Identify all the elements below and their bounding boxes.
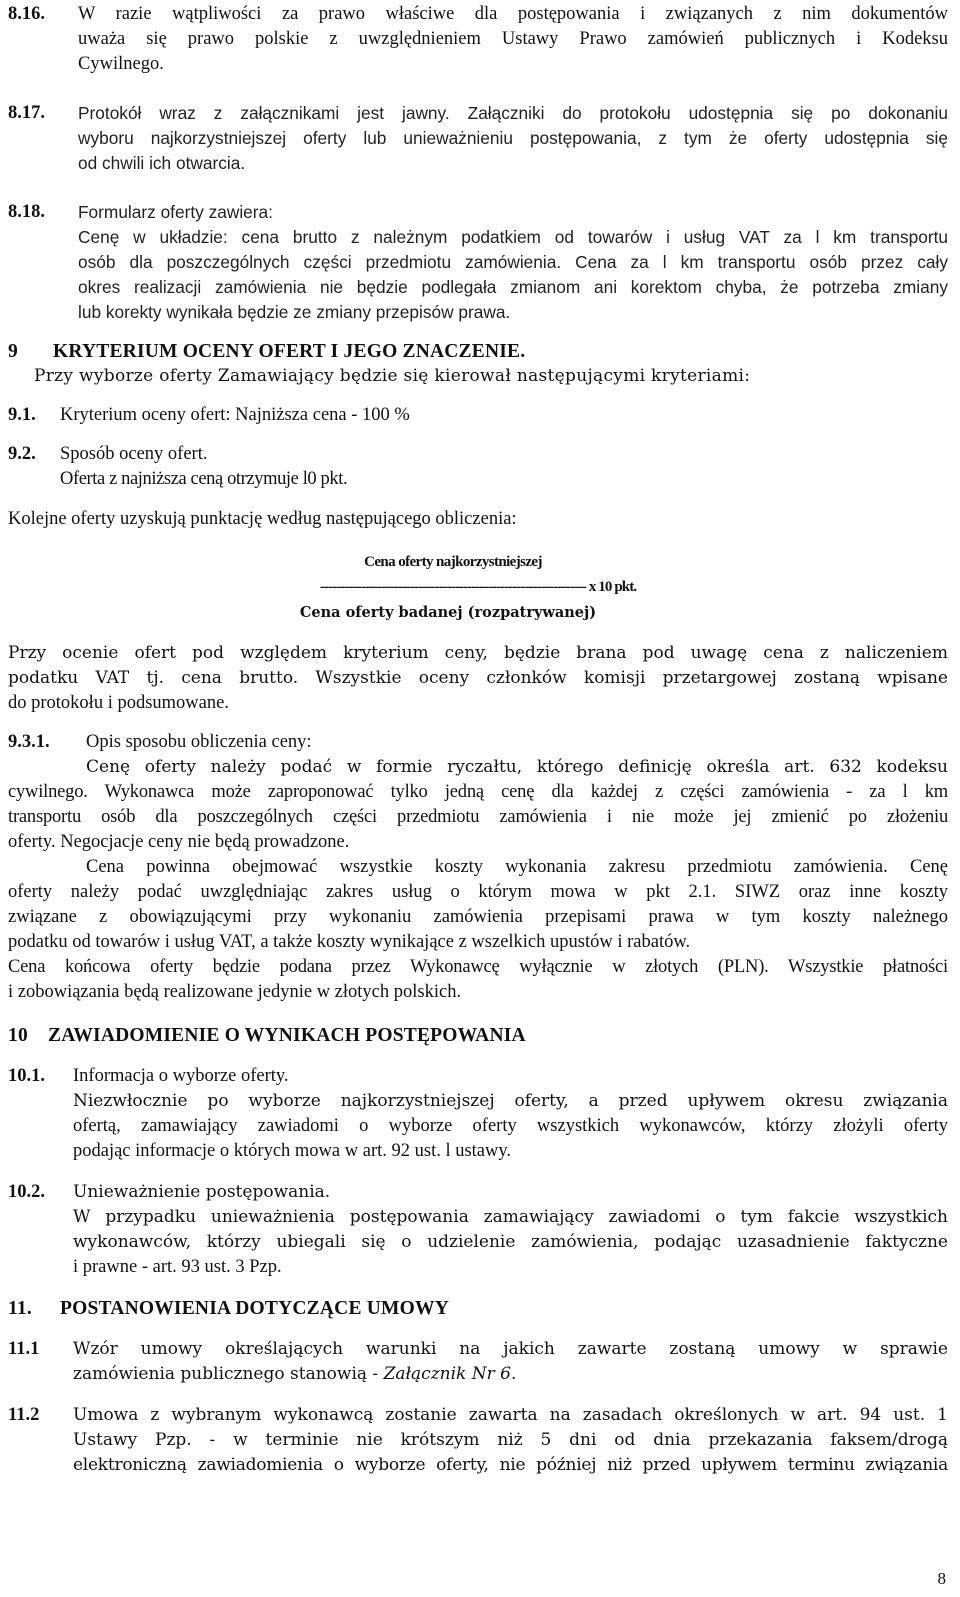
subsection-title: Informacja o wyborze oferty. (73, 1066, 289, 1086)
price-criterion-paragraph (8, 641, 948, 716)
formula-numerator: Cena oferty najkorzystniejszej (364, 554, 542, 570)
attachment-reference: Załącznik Nr 6. (383, 1364, 517, 1384)
section-title: KRYTERIUM OCENY OFERT I JEGO ZNACZENIE. (53, 341, 526, 362)
text-line: okres realizacji zamówienia nie będzie podlegała zmianom ani korektom chyba, że potrzeba zmiany (78, 277, 948, 297)
section-8-17 (8, 101, 948, 176)
text-line: związane z obowiązującymi przy wykonaniu zamówienia przepisami prawa w tym koszty należnego (8, 907, 948, 927)
section-number: 11.1 (8, 1339, 40, 1359)
text-line: Protokół wraz z załącznikami jest jawny. Załączniki do protokołu udostępnia się po dokonaniu (78, 103, 948, 123)
section-number: 11.2 (8, 1405, 40, 1425)
section-number: 10.1. (8, 1066, 45, 1086)
section-10-1 (8, 1064, 948, 1164)
text-line: lub korekty wynikała będzie ze zmiany przepisów prawa. (78, 302, 511, 322)
text-line: Wzór umowy określających warunki na jakich zawarte zostaną umowy w sprawie (73, 1339, 948, 1359)
section-9-1 (8, 403, 948, 428)
text-line: uważa się prawo polskie z uwzględnieniem Ustawy Prawo zamówień publicznych i Kodeksu (78, 29, 948, 49)
section-intro: Przy wyborze oferty Zamawiający będzie się kierował następującymi kryteriami: (34, 366, 751, 386)
score-formula (8, 550, 948, 625)
section-title: POSTANOWIENIA DOTYCZĄCE UMOWY (60, 1298, 449, 1319)
section-number: 8.17. (8, 103, 45, 123)
section-9-2 (8, 442, 948, 492)
document-page (8, 2, 948, 1478)
text-line: ofertą, zamawiający zawiadomi o wyborze oferty wszystkich wykonawców, którzy złożyli oferty (73, 1116, 948, 1136)
text-line: osób dla poszczególnych części przedmiotu zamówienia. Cena za l km transportu osób przez cały (78, 252, 948, 272)
subsection-title: Unieważnienie postępowania. (73, 1182, 331, 1202)
section-9-heading (8, 339, 948, 364)
text-line: wyboru najkorzystniejszej oferty lub unieważnieniu postępowania, z tym że oferty udostępnia się (78, 128, 948, 148)
text-line: Formularz oferty zawiera: (78, 202, 273, 222)
text-line: Oferta z najniższa ceną otrzymuje l0 pkt. (60, 469, 348, 489)
text-line: cywilnego. Wykonawca może zaproponować tylko jedną cenę dla każdej z części zamówienia - za l km (8, 782, 948, 802)
text-line: Cena końcowa oferty będzie podana przez Wykonawcę wyłącznie w złotych (PLN). Wszystkie płatności (8, 957, 948, 977)
text-line: Kolejne oferty uzyskują punktację według następującego obliczenia: (8, 509, 517, 529)
section-8-16 (8, 2, 948, 27)
text-line: Sposób oceny ofert. (60, 444, 208, 464)
text-line: Cena powinna obejmować wszystkie koszty wykonania zakresu przedmiotu zamówienia. Cenę (86, 857, 948, 877)
section-11-1 (8, 1337, 948, 1387)
text-line: wykonawców, którzy ubiegali się o udzielenie zamówienia, podając uzasadnienie faktyczne (73, 1232, 948, 1252)
text-line: od chwili ich otwarcia. (78, 153, 246, 173)
section-number: 9.2. (8, 444, 36, 464)
text-line: oferty. Negocjacje ceny nie będą prowadzone. (8, 832, 350, 852)
section-10-2 (8, 1180, 948, 1280)
section-number: 10.2. (8, 1182, 45, 1202)
text-line: Przy ocenie ofert pod względem kryterium ceny, będzie brana pod uwagę cena z naliczeniem (8, 643, 948, 663)
text-line: oferty należy podać uwzględniając zakres usług o którym mowa w pkt 2.1. SIWZ oraz inne koszty (8, 882, 948, 902)
section-number: 9 (8, 341, 18, 362)
text-line: podatku od towarów i usług VAT, a także koszty wynikające z wszelkich upustów i rabatów. (8, 932, 691, 952)
text-line: podając informacje o których mowa w art. 92 ust. l ustawy. (73, 1141, 512, 1161)
text-line: Cenę oferty należy podać w formie ryczałtu, którego definicję określa art. 632 kodeksu (86, 757, 948, 777)
section-number: 8.18. (8, 202, 45, 222)
section-8-18 (8, 200, 948, 325)
formula-denominator: Cena oferty badanej (rozpatrywanej) (299, 604, 597, 621)
text-line: W razie wątpliwości za prawo właściwe dla postępowania i związanych z nim dokumentów (78, 4, 948, 24)
section-number: 9.1. (8, 405, 36, 425)
text-line: i zobowiązania będą realizowane jedynie w złotych polskich. (8, 982, 462, 1002)
text-line: Umowa z wybranym wykonawcą zostanie zawarta na zasadach określonych w art. 94 ust. 1 (73, 1405, 948, 1425)
text-line: Cywilnego. (78, 54, 164, 74)
formula-divider: ----------------------------------------------------------------- x 10 pkt. (319, 579, 637, 595)
text-line: podatku VAT tj. cena brutto. Wszystkie oceny członków komisji przetargowej zostaną wpisane (8, 668, 948, 688)
text-line: transportu osób dla poszczególnych części przedmiotu zamówienia i nie może jej zmienić po złożeniu (8, 807, 948, 827)
page-number: 8 (937, 1569, 946, 1588)
text-line: elektroniczną zawiadomienia o wyborze oferty, nie później niż przed upływem terminu związania (73, 1455, 948, 1475)
text-line: do protokołu i podsumowane. (8, 693, 229, 713)
section-number: 9.3.1. (8, 732, 50, 752)
text-line: Cenę w układzie: cena brutto z należnym podatkiem od towarów i usług VAT za l km transportu (78, 227, 948, 247)
text-line: Ustawy Pzp. - w terminie nie krótszym niż 5 dni od dnia przekazania faksem/drogą (73, 1430, 948, 1450)
section-number: 11. (8, 1298, 32, 1319)
text-line (73, 1362, 948, 1387)
text-fragment: zamówienia publicznego stanowią - (73, 1364, 384, 1384)
section-number: 8.16. (8, 4, 45, 24)
section-11-2 (8, 1403, 948, 1478)
price-calculation-text (8, 755, 948, 1005)
text-line: Kryterium oceny ofert: Najniższa cena - 100 % (60, 405, 410, 425)
section-9-3-1 (8, 730, 948, 755)
section-10-heading (8, 1023, 948, 1048)
text-line: W przypadku unieważnienia postępowania zamawiający zawiadomi o tym fakcie wszystkich (73, 1207, 948, 1227)
subsection-title: Opis sposobu obliczenia ceny: (86, 732, 312, 752)
section-number: 10 (8, 1025, 28, 1046)
section-11-heading (8, 1296, 948, 1321)
section-title: ZAWIADOMIENIE O WYNIKACH POSTĘPOWANIA (48, 1025, 526, 1046)
text-line: Niezwłocznie po wyborze najkorzystniejszej oferty, a przed upływem okresu związania (73, 1091, 948, 1111)
text-line: i prawne - art. 93 ust. 3 Pzp. (73, 1257, 282, 1277)
